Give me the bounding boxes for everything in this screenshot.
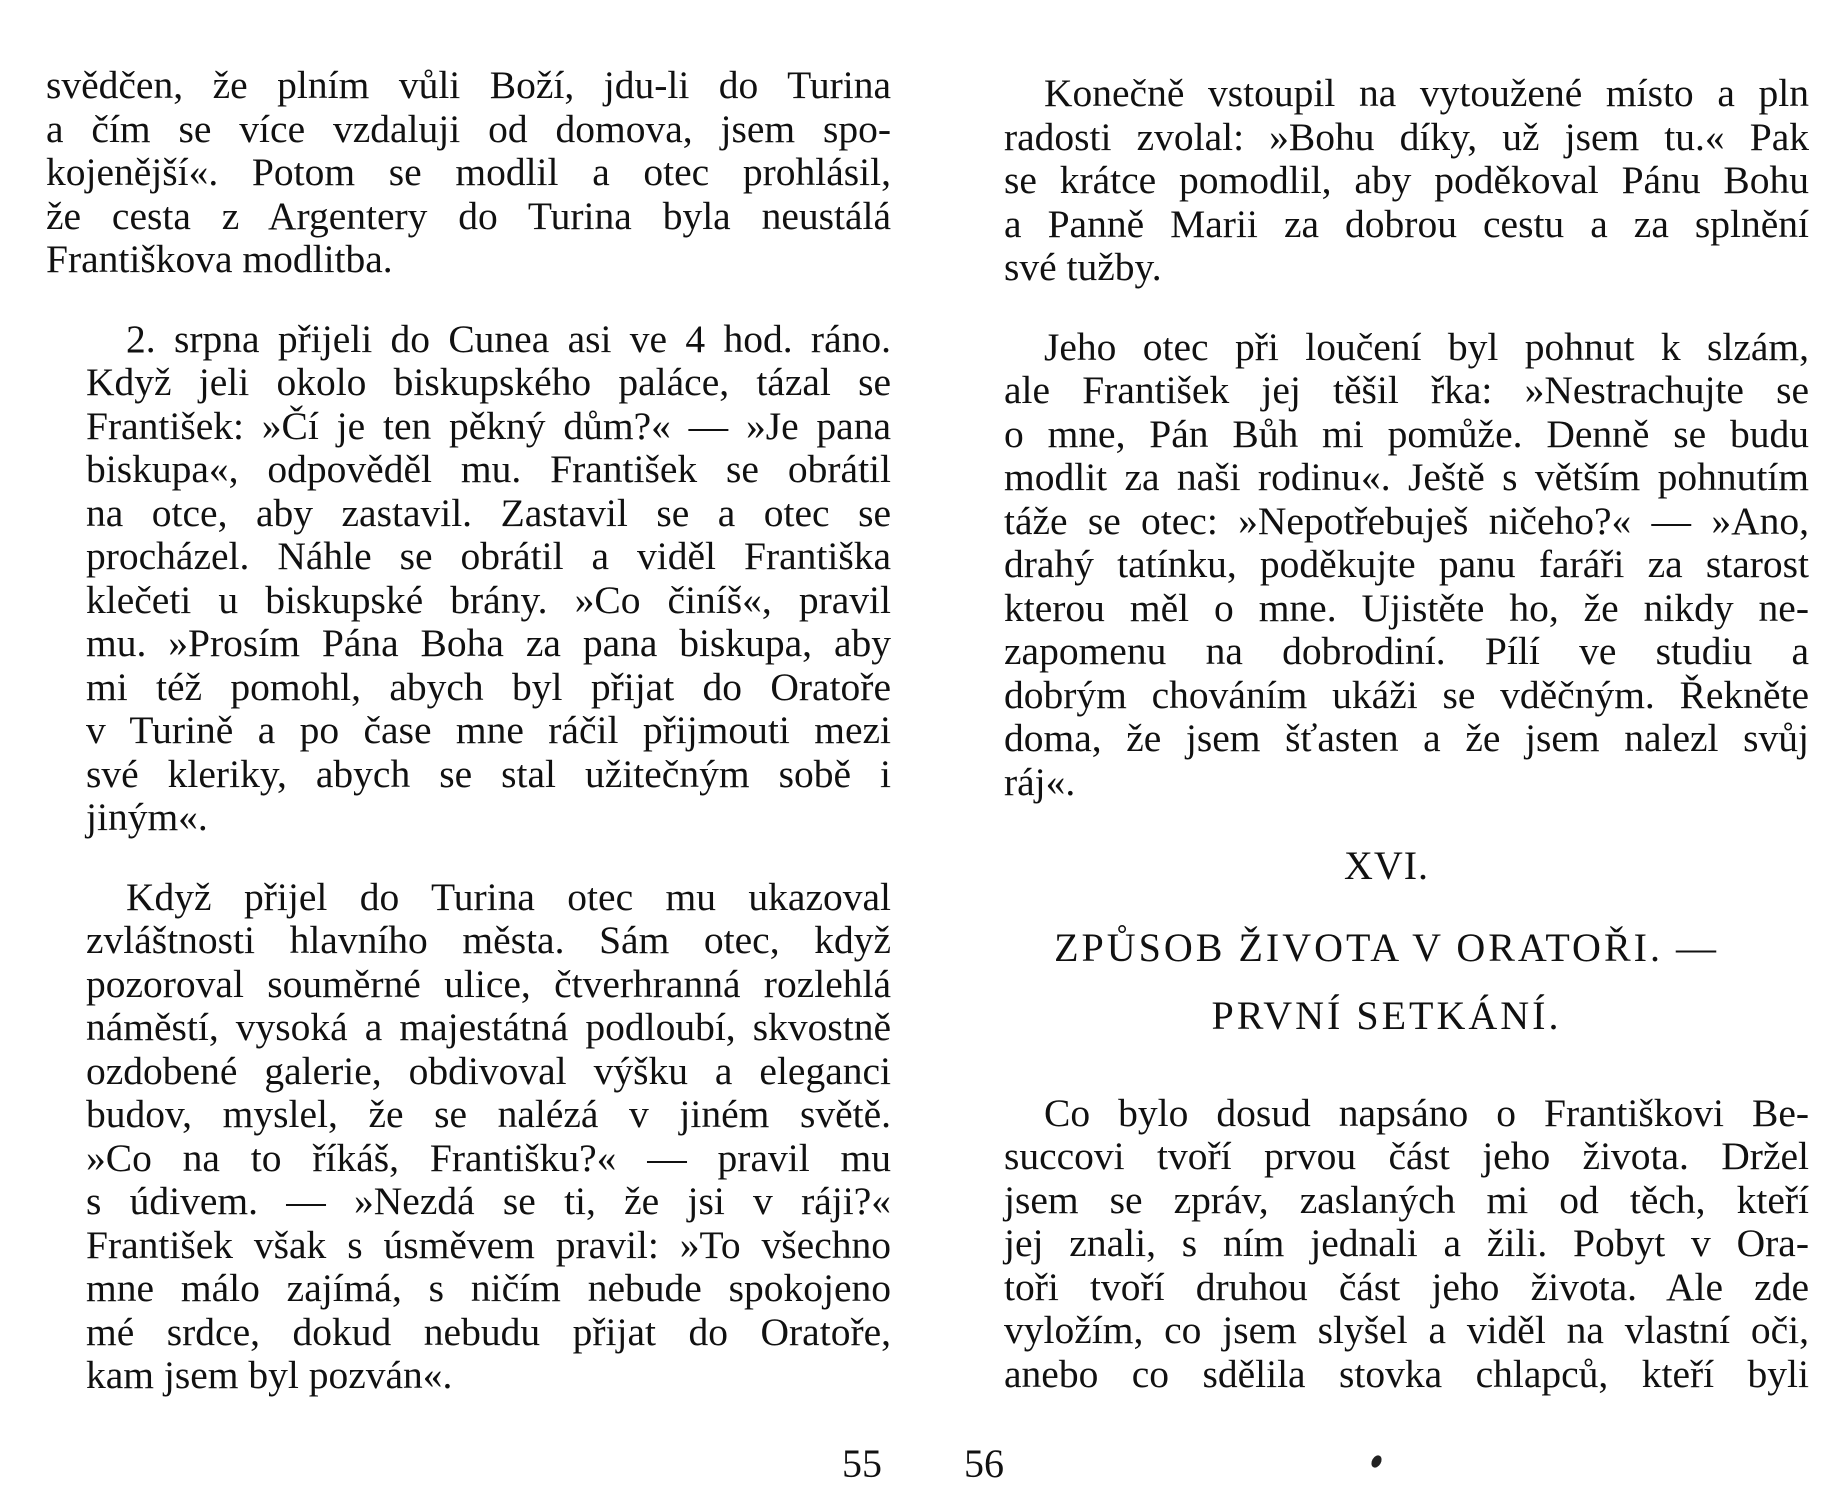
text-line: s údivem. — »Nezdá se ti, že jsi v ráji?« [86, 1179, 891, 1223]
text-line: mé srdce, dokud nebudu přijat do Oratoře, [86, 1309, 891, 1354]
text-line: kam jsem byl pozván«. [86, 1353, 453, 1397]
text-line: modlit za naši rodinu«. Ještě s větším pohnutím [1004, 455, 1809, 499]
text-line: drahý tatínku, poděkujte panu faráři za starost [1004, 542, 1809, 586]
paragraph [964, 72, 1809, 290]
text-line: Jeho otec při loučení byl pohnut k slzám, [1044, 324, 1809, 369]
text-line: mne málo zajímá, s ničím nebude spokojeno [86, 1266, 891, 1310]
text-line: 2. srpna přijeli do Cunea asi ve 4 hod. ráno. [126, 316, 891, 361]
ink-speck [1369, 1454, 1383, 1470]
text-line: dobrým chováním ukáži se vděčným. Řekněte [1004, 672, 1809, 717]
text-line: succovi tvoří prvou část jeho života. Držel [1004, 1134, 1809, 1178]
text-line: a čím se více vzdaluji od domova, jsem spo- [46, 106, 891, 151]
chapter-title [964, 914, 1809, 1050]
text-line: biskupa«, odpověděl mu. František se obrátil [86, 447, 891, 491]
paragraph [46, 876, 891, 1398]
text-line: ráj«. [1004, 759, 1076, 804]
text-line: anebo co sdělila stovka chlapců, kteří byli [1004, 1351, 1809, 1396]
page-number: 55 [842, 1441, 882, 1486]
page-number: 56 [964, 1441, 1004, 1486]
paragraph [46, 64, 891, 282]
text-line: Když přijel do Turina otec mu ukazoval [126, 874, 891, 919]
text-line: jsem se zpráv, zaslaných mi od těch, kteří [1004, 1177, 1809, 1222]
text-line: táže se otec: »Nepotřebuješ ničeho?« — »Ano, [1004, 498, 1809, 543]
text-line: v Turině a po čase mne ráčil přijmouti mezi [86, 708, 891, 752]
text-line: Co bylo dosud napsáno o Františkovi Be- [1044, 1090, 1809, 1135]
text-line: klečeti u biskupské brány. »Co činíš«, pravil [86, 577, 891, 622]
text-line: procházel. Náhle se obrátil a viděl Františka [86, 534, 891, 578]
text-line: budov, myslel, že se nalézá v jiném světě. [86, 1092, 891, 1136]
text-line: František však s úsměvem pravil: »To všechno [86, 1222, 891, 1267]
chapter-number: XVI. [1343, 843, 1430, 888]
text-line: Konečně vstoupil na vytoužené místo a pln [1044, 71, 1809, 115]
text-line: náměstí, vysoká a majestátná podloubí, skvostně [86, 1005, 891, 1049]
text-line: se krátce pomodlil, aby poděkoval Pánu Bohu [1004, 158, 1809, 202]
paragraph [46, 318, 891, 840]
text-line: pozoroval souměrné ulice, čtverhranná rozlehlá [86, 961, 891, 1006]
text-line: své tužby. [1004, 245, 1162, 289]
text-line: Když jeli okolo biskupského paláce, tázal se [86, 360, 891, 404]
text-line: o mne, Pán Bůh mi pomůže. Denně se budu [1004, 411, 1809, 456]
text-line: na otce, aby zastavil. Zastavil se a otec se [86, 490, 891, 535]
text-line: jiným«. [86, 795, 208, 839]
text-line: ale František jej těšil řka: »Nestrachujte se [1004, 368, 1809, 412]
text-line: toři tvoří druhou část jeho života. Ale zde [1004, 1264, 1809, 1309]
text-line: svědčen, že plním vůli Boží, jdu-li do Turina [46, 63, 891, 107]
text-line: vyložím, co jsem slyšel a viděl na vlastní oči, [1004, 1308, 1809, 1352]
text-line: mi též pomohl, abych byl přijat do Oratoře [86, 664, 891, 709]
paragraph [964, 326, 1809, 805]
text-line: kojenější«. Potom se modlil a otec prohlásil, [46, 150, 891, 194]
text-line: »Co na to říkáš, Františku?« — pravil mu [86, 1135, 891, 1180]
text-line: a Panně Marii za dobrou cestu a za splnění [1004, 201, 1809, 246]
paragraph [964, 1092, 1809, 1397]
text-line: doma, že jsem šťasten a že jsem nalezl svůj [1004, 716, 1809, 760]
right-page-text [964, 72, 1809, 1396]
text-line: radosti zvolal: »Bohu díky, už jsem tu.« Pak [1004, 114, 1809, 159]
chapter-title-line: ZPŮSOB ŽIVOTA V ORATOŘI. — [1054, 924, 1719, 970]
text-line: své kleriky, abych se stal užitečným sobě i [86, 751, 891, 796]
text-line: kterou měl o mne. Ujistěte ho, že nikdy ne- [1004, 585, 1809, 630]
text-line: jej znali, s ním jednali a žili. Pobyt v Ora- [1004, 1221, 1809, 1265]
text-line: Františkova modlitba. [46, 237, 393, 281]
text-line: že cesta z Argentery do Turina byla neustálá [46, 193, 891, 238]
right-page [920, 0, 1840, 1500]
chapter-title-line: PRVNÍ SETKÁNÍ. [1211, 992, 1562, 1038]
left-page-text [46, 64, 891, 1398]
text-line: zvláštnosti hlavního města. Sám otec, když [86, 918, 891, 962]
text-line: zapomenu na dobrodiní. Pílí ve studiu a [1004, 629, 1809, 673]
text-line: ozdobené galerie, obdivoval výšku a eleganci [86, 1048, 891, 1093]
text-line: mu. »Prosím Pána Boha za pana biskupa, aby [86, 621, 891, 665]
text-line: František: »Čí je ten pěkný dům?« — »Je pana [86, 403, 891, 448]
